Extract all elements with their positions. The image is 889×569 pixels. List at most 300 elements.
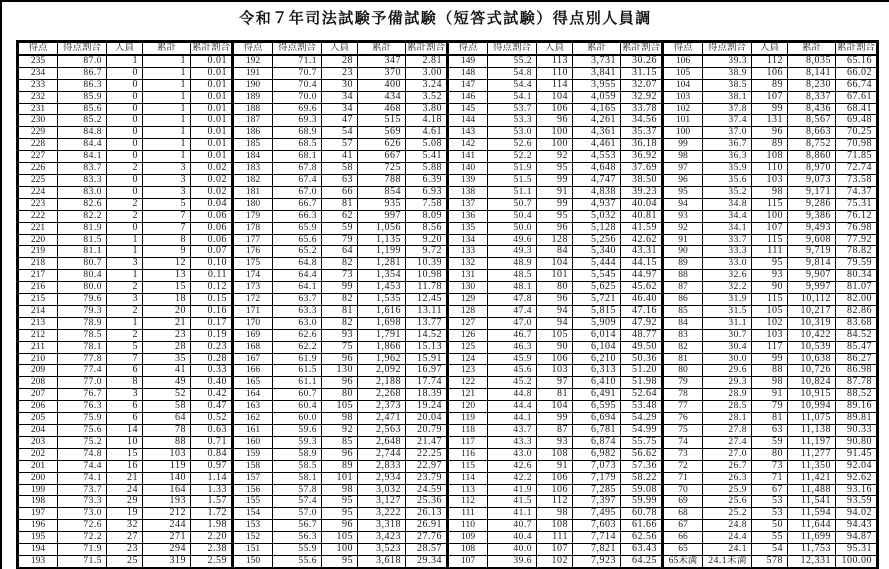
cell-cumulative: 2,268 xyxy=(358,389,406,401)
cell-cumulative: 13 xyxy=(143,270,191,282)
cell-cumulative: 9,814 xyxy=(788,258,836,270)
cell-cumulative-ratio: 15.13 xyxy=(406,341,448,353)
cell-score: 199 xyxy=(18,484,58,496)
cell-cumulative-ratio: 85.47 xyxy=(836,341,878,353)
cell-score-ratio: 64.4 xyxy=(273,270,322,282)
table-row xyxy=(18,377,878,389)
cell-cumulative-ratio: 60.78 xyxy=(621,508,663,520)
cell-count: 108 xyxy=(537,448,573,460)
cell-cumulative-ratio: 0.63 xyxy=(191,425,233,437)
cell-count: 6 xyxy=(107,365,143,377)
cell-count: 29 xyxy=(107,496,143,508)
cell-score-ratio: 85.9 xyxy=(58,91,107,103)
cell-score-ratio: 80.4 xyxy=(58,270,107,282)
cell-count: 92 xyxy=(322,425,358,437)
cell-score: 174 xyxy=(233,270,273,282)
cell-cumulative: 11,197 xyxy=(788,436,836,448)
cell-cumulative: 6,781 xyxy=(573,425,621,437)
cell-count: 2 xyxy=(107,305,143,317)
cell-score: 89 xyxy=(663,258,703,270)
cell-score-ratio: 50.7 xyxy=(488,198,537,210)
cell-score-ratio: 64.1 xyxy=(273,282,322,294)
cell-cumulative-ratio: 0.01 xyxy=(191,115,233,127)
header-cumulative: 累計 xyxy=(788,42,836,55)
cell-score: 208 xyxy=(18,377,58,389)
cell-cumulative: 18 xyxy=(143,294,191,306)
cell-count: 105 xyxy=(322,532,358,544)
cell-cumulative: 5,815 xyxy=(573,305,621,317)
cell-score-ratio: 37.4 xyxy=(703,115,752,127)
cell-score-ratio: 68.1 xyxy=(273,151,322,163)
cell-score-ratio: 56.3 xyxy=(273,532,322,544)
cell-cumulative-ratio: 81.07 xyxy=(836,282,878,294)
cell-count: 2 xyxy=(107,282,143,294)
cell-count: 81 xyxy=(752,413,788,425)
cell-score: 210 xyxy=(18,353,58,365)
cell-cumulative-ratio: 1.33 xyxy=(191,484,233,496)
cell-score: 78 xyxy=(663,389,703,401)
cell-cumulative-ratio: 1.72 xyxy=(191,508,233,520)
cell-cumulative-ratio: 15.91 xyxy=(406,353,448,365)
cell-score-ratio: 26.7 xyxy=(703,460,752,472)
cell-score-ratio: 31.5 xyxy=(703,305,752,317)
cell-cumulative-ratio: 48.77 xyxy=(621,329,663,341)
cell-count: 54 xyxy=(752,544,788,556)
cell-score: 141 xyxy=(448,151,488,163)
cell-cumulative: 4,553 xyxy=(573,151,621,163)
cell-count: 115 xyxy=(752,294,788,306)
header-cumulative-ratio: 累計割合 xyxy=(621,42,663,55)
cell-score: 111 xyxy=(448,508,488,520)
cell-cumulative-ratio: 70.98 xyxy=(836,139,878,151)
cell-cumulative-ratio: 90.80 xyxy=(836,436,878,448)
cell-score: 161 xyxy=(233,425,273,437)
cell-score: 88 xyxy=(663,270,703,282)
cell-score: 114 xyxy=(448,472,488,484)
header-cumulative-ratio: 累計割合 xyxy=(191,42,233,55)
cell-count: 93 xyxy=(322,329,358,341)
cell-score: 220 xyxy=(18,234,58,246)
cell-cumulative: 10,422 xyxy=(788,329,836,341)
cell-cumulative: 9,608 xyxy=(788,234,836,246)
cell-score: 230 xyxy=(18,115,58,127)
cell-count: 53 xyxy=(752,496,788,508)
cell-score: 126 xyxy=(448,329,488,341)
cell-cumulative-ratio: 89.16 xyxy=(836,401,878,413)
cell-score-ratio: 33.7 xyxy=(703,234,752,246)
cell-count: 113 xyxy=(537,55,573,67)
cell-score-ratio: 32.2 xyxy=(703,282,752,294)
cell-count: 14 xyxy=(107,425,143,437)
cell-score-ratio: 66.3 xyxy=(273,210,322,222)
cell-score-ratio: 25.6 xyxy=(703,496,752,508)
cell-score: 190 xyxy=(233,79,273,91)
cell-cumulative-ratio: 4.18 xyxy=(406,115,448,127)
cell-cumulative: 5,545 xyxy=(573,270,621,282)
cell-cumulative: 1 xyxy=(143,115,191,127)
cell-cumulative-ratio: 92.62 xyxy=(836,472,878,484)
cell-cumulative: 23 xyxy=(143,329,191,341)
cell-score-ratio: 47.4 xyxy=(488,305,537,317)
cell-score: 191 xyxy=(233,67,273,79)
cell-cumulative-ratio: 0.02 xyxy=(191,186,233,198)
cell-score: 150 xyxy=(233,555,273,568)
cell-count: 28 xyxy=(322,55,358,67)
cell-score-ratio: 42.2 xyxy=(488,472,537,484)
table-row xyxy=(18,484,878,496)
cell-score-ratio: 54.1 xyxy=(488,91,537,103)
cell-cumulative-ratio: 2.81 xyxy=(406,55,448,67)
cell-cumulative-ratio: 2.20 xyxy=(191,532,233,544)
cell-score-ratio: 57.4 xyxy=(273,496,322,508)
cell-cumulative-ratio: 0.23 xyxy=(191,341,233,353)
cell-score: 119 xyxy=(448,413,488,425)
cell-score-ratio: 73.3 xyxy=(58,496,107,508)
cell-score-ratio: 51.1 xyxy=(488,186,537,198)
cell-score: 98 xyxy=(663,151,703,163)
cell-score-ratio: 31.1 xyxy=(703,317,752,329)
table-row xyxy=(18,103,878,115)
cell-score: 183 xyxy=(233,163,273,175)
cell-score: 213 xyxy=(18,317,58,329)
cell-cumulative: 6,491 xyxy=(573,389,621,401)
cell-score-ratio: 72.2 xyxy=(58,532,107,544)
cell-cumulative-ratio: 36.18 xyxy=(621,139,663,151)
cell-cumulative: 9,171 xyxy=(788,186,836,198)
cell-cumulative: 11,753 xyxy=(788,544,836,556)
cell-count: 99 xyxy=(537,174,573,186)
cell-score: 192 xyxy=(233,55,273,67)
cell-count: 106 xyxy=(537,484,573,496)
cell-cumulative-ratio: 0.01 xyxy=(191,91,233,103)
cell-score-ratio: 41.5 xyxy=(488,496,537,508)
cell-score: 232 xyxy=(18,91,58,103)
cell-count: 5 xyxy=(107,341,143,353)
cell-score: 231 xyxy=(18,103,58,115)
cell-cumulative: 11,488 xyxy=(788,484,836,496)
cell-score-ratio: 39.6 xyxy=(488,555,537,568)
cell-cumulative-ratio: 92.04 xyxy=(836,460,878,472)
cell-count: 0 xyxy=(107,174,143,186)
cell-count: 3 xyxy=(107,258,143,270)
cell-cumulative: 7,821 xyxy=(573,544,621,556)
cell-score-ratio: 58.5 xyxy=(273,460,322,472)
cell-cumulative-ratio: 44.97 xyxy=(621,270,663,282)
cell-count: 103 xyxy=(537,365,573,377)
cell-count: 73 xyxy=(752,460,788,472)
cell-count: 21 xyxy=(107,472,143,484)
cell-cumulative-ratio: 66.74 xyxy=(836,79,878,91)
cell-score: 69 xyxy=(663,496,703,508)
cell-score-ratio: 59.3 xyxy=(273,436,322,448)
cell-score-ratio: 64.8 xyxy=(273,258,322,270)
cell-cumulative-ratio: 68.41 xyxy=(836,103,878,115)
cell-cumulative: 11,644 xyxy=(788,520,836,532)
cell-score-ratio: 33.0 xyxy=(703,258,752,270)
cell-cumulative: 2,934 xyxy=(358,472,406,484)
cell-cumulative-ratio: 0.17 xyxy=(191,317,233,329)
cell-score-ratio: 37.0 xyxy=(703,127,752,139)
cell-score: 198 xyxy=(18,496,58,508)
cell-cumulative-ratio: 0.06 xyxy=(191,222,233,234)
cell-score-ratio: 57.8 xyxy=(273,484,322,496)
cell-count: 103 xyxy=(752,329,788,341)
cell-score: 165 xyxy=(233,377,273,389)
cell-cumulative-ratio: 40.81 xyxy=(621,210,663,222)
cell-score-ratio: 71.5 xyxy=(58,555,107,568)
cell-cumulative-ratio: 90.33 xyxy=(836,425,878,437)
cell-score-ratio: 62.6 xyxy=(273,329,322,341)
cell-cumulative: 3,318 xyxy=(358,520,406,532)
cell-count: 104 xyxy=(537,401,573,413)
cell-score-ratio: 82.2 xyxy=(58,210,107,222)
cell-score: 164 xyxy=(233,389,273,401)
cell-count: 106 xyxy=(537,353,573,365)
cell-score: 179 xyxy=(233,210,273,222)
cell-count: 102 xyxy=(752,317,788,329)
cell-cumulative-ratio: 23.79 xyxy=(406,472,448,484)
cell-cumulative-ratio: 2.38 xyxy=(191,544,233,556)
cell-cumulative-ratio: 0.04 xyxy=(191,198,233,210)
cell-score: 178 xyxy=(233,222,273,234)
cell-score: 151 xyxy=(233,544,273,556)
table-row xyxy=(18,425,878,437)
cell-cumulative-ratio: 0.15 xyxy=(191,294,233,306)
cell-cumulative: 12 xyxy=(143,258,191,270)
cell-count: 96 xyxy=(322,448,358,460)
cell-cumulative: 2,092 xyxy=(358,365,406,377)
header-cumulative: 累計 xyxy=(143,42,191,55)
header-score: 得点 xyxy=(663,42,703,55)
cell-cumulative-ratio: 2.59 xyxy=(191,555,233,568)
cell-score: 169 xyxy=(233,329,273,341)
cell-score-ratio: 33.3 xyxy=(703,246,752,258)
cell-cumulative: 935 xyxy=(358,198,406,210)
cell-cumulative-ratio: 57.36 xyxy=(621,460,663,472)
cell-cumulative-ratio: 76.12 xyxy=(836,210,878,222)
cell-score-ratio: 61.1 xyxy=(273,377,322,389)
cell-cumulative-ratio: 0.12 xyxy=(191,282,233,294)
cell-score-ratio: 71.1 xyxy=(273,55,322,67)
cell-score: 139 xyxy=(448,174,488,186)
cell-score-ratio: 78.1 xyxy=(58,341,107,353)
cell-score: 180 xyxy=(233,198,273,210)
cell-cumulative: 1,056 xyxy=(358,222,406,234)
cell-score: 124 xyxy=(448,353,488,365)
cell-score-ratio: 57.0 xyxy=(273,508,322,520)
cell-cumulative: 8 xyxy=(143,234,191,246)
cell-cumulative: 4,747 xyxy=(573,174,621,186)
cell-count: 110 xyxy=(537,67,573,79)
cell-score: 144 xyxy=(448,115,488,127)
cell-cumulative: 370 xyxy=(358,67,406,79)
cell-cumulative: 5,444 xyxy=(573,258,621,270)
table-row xyxy=(18,270,878,282)
cell-count: 8 xyxy=(107,377,143,389)
cell-score: 200 xyxy=(18,472,58,484)
cell-cumulative-ratio: 53.48 xyxy=(621,401,663,413)
cell-cumulative-ratio: 3.00 xyxy=(406,67,448,79)
cell-count: 94 xyxy=(537,317,573,329)
cell-score: 228 xyxy=(18,139,58,151)
cell-score: 125 xyxy=(448,341,488,353)
cell-cumulative-ratio: 0.19 xyxy=(191,329,233,341)
cell-cumulative: 78 xyxy=(143,425,191,437)
cell-count: 96 xyxy=(322,520,358,532)
cell-cumulative: 6,982 xyxy=(573,448,621,460)
cell-score: 222 xyxy=(18,210,58,222)
cell-cumulative: 6,210 xyxy=(573,353,621,365)
cell-score: 75 xyxy=(663,425,703,437)
cell-score-ratio: 69.6 xyxy=(273,103,322,115)
cell-cumulative-ratio: 27.76 xyxy=(406,532,448,544)
cell-cumulative-ratio: 12.45 xyxy=(406,294,448,306)
table-body xyxy=(18,55,878,568)
cell-count: 95 xyxy=(322,496,358,508)
cell-score-ratio: 38.5 xyxy=(703,79,752,91)
cell-score: 193 xyxy=(18,555,58,568)
cell-score: 101 xyxy=(663,115,703,127)
cell-cumulative: 1 xyxy=(143,151,191,163)
cell-score: 107 xyxy=(448,555,488,568)
cell-score: 215 xyxy=(18,294,58,306)
cell-score-ratio: 66.7 xyxy=(273,198,322,210)
cell-score: 234 xyxy=(18,67,58,79)
cell-cumulative: 400 xyxy=(358,79,406,91)
cell-score: 145 xyxy=(448,103,488,115)
cell-count: 0 xyxy=(107,91,143,103)
cell-cumulative: 1 xyxy=(143,79,191,91)
cell-cumulative-ratio: 88.52 xyxy=(836,389,878,401)
cell-score: 146 xyxy=(448,91,488,103)
cell-score-ratio: 45.6 xyxy=(488,365,537,377)
cell-score-ratio: 30.7 xyxy=(703,329,752,341)
cell-score: 93 xyxy=(663,210,703,222)
cell-score-ratio: 60.0 xyxy=(273,413,322,425)
cell-score-ratio: 48.1 xyxy=(488,282,537,294)
cell-cumulative: 788 xyxy=(358,174,406,186)
cell-count: 104 xyxy=(537,258,573,270)
cell-score: 74 xyxy=(663,436,703,448)
cell-score: 162 xyxy=(233,413,273,425)
cell-cumulative: 11,541 xyxy=(788,496,836,508)
cell-score: 194 xyxy=(18,544,58,556)
cell-score-ratio: 48.9 xyxy=(488,258,537,270)
cell-score-ratio: 49.3 xyxy=(488,246,537,258)
cell-score-ratio: 47.8 xyxy=(488,294,537,306)
cell-score: 188 xyxy=(233,103,273,115)
cell-score: 156 xyxy=(233,484,273,496)
cell-cumulative-ratio: 0.16 xyxy=(191,305,233,317)
cell-cumulative-ratio: 29.34 xyxy=(406,555,448,568)
cell-score: 225 xyxy=(18,174,58,186)
cell-score-ratio: 78.9 xyxy=(58,317,107,329)
cell-cumulative-ratio: 51.20 xyxy=(621,365,663,377)
cell-cumulative: 3 xyxy=(143,163,191,175)
cell-cumulative: 515 xyxy=(358,115,406,127)
cell-count: 89 xyxy=(322,460,358,472)
cell-cumulative: 2,373 xyxy=(358,401,406,413)
cell-count: 75 xyxy=(322,341,358,353)
cell-count: 100 xyxy=(322,544,358,556)
cell-cumulative-ratio: 44.15 xyxy=(621,258,663,270)
header-count: 人員 xyxy=(107,42,143,55)
cell-cumulative-ratio: 94.87 xyxy=(836,532,878,544)
cell-cumulative: 10,824 xyxy=(788,377,836,389)
cell-cumulative-ratio: 91.45 xyxy=(836,448,878,460)
cell-score: 171 xyxy=(233,305,273,317)
cell-cumulative-ratio: 1.98 xyxy=(191,520,233,532)
cell-count: 106 xyxy=(752,67,788,79)
cell-cumulative-ratio: 40.04 xyxy=(621,198,663,210)
cell-score-ratio: 52.2 xyxy=(488,151,537,163)
cell-score: 92 xyxy=(663,222,703,234)
cell-cumulative-ratio: 33.78 xyxy=(621,103,663,115)
cell-score-ratio: 61.9 xyxy=(273,353,322,365)
cell-cumulative: 2,648 xyxy=(358,436,406,448)
cell-score: 197 xyxy=(18,508,58,520)
cell-score: 118 xyxy=(448,425,488,437)
cell-score-ratio: 27.8 xyxy=(703,425,752,437)
cell-score-ratio: 43.3 xyxy=(488,436,537,448)
cell-cumulative: 8,230 xyxy=(788,79,836,91)
table-row xyxy=(18,341,878,353)
cell-cumulative: 10,638 xyxy=(788,353,836,365)
cell-cumulative-ratio: 0.42 xyxy=(191,389,233,401)
cell-cumulative-ratio: 54.29 xyxy=(621,413,663,425)
cell-score-ratio: 63.3 xyxy=(273,305,322,317)
cell-score: 106 xyxy=(663,55,703,67)
cell-count: 131 xyxy=(752,115,788,127)
cell-score-ratio: 47.0 xyxy=(488,317,537,329)
cell-score-ratio: 52.6 xyxy=(488,139,537,151)
cell-score: 68 xyxy=(663,508,703,520)
cell-cumulative: 6,104 xyxy=(573,341,621,353)
cell-cumulative-ratio: 4.61 xyxy=(406,127,448,139)
cell-cumulative: 9,997 xyxy=(788,282,836,294)
cell-cumulative: 1 xyxy=(143,67,191,79)
cell-cumulative: 58 xyxy=(143,401,191,413)
cell-score: 105 xyxy=(663,67,703,79)
score-distribution-table xyxy=(16,40,879,569)
cell-cumulative-ratio: 10.39 xyxy=(406,258,448,270)
cell-cumulative-ratio: 75.31 xyxy=(836,198,878,210)
cell-cumulative: 5,340 xyxy=(573,246,621,258)
table-row xyxy=(18,520,878,532)
cell-score: 120 xyxy=(448,401,488,413)
cell-cumulative: 5,625 xyxy=(573,282,621,294)
cell-count: 94 xyxy=(537,305,573,317)
cell-score: 84 xyxy=(663,317,703,329)
cell-count: 97 xyxy=(537,377,573,389)
cell-cumulative: 10,319 xyxy=(788,317,836,329)
cell-score-ratio: 54.4 xyxy=(488,79,537,91)
cell-score: 128 xyxy=(448,305,488,317)
cell-cumulative-ratio: 36.92 xyxy=(621,151,663,163)
cell-cumulative: 4,461 xyxy=(573,139,621,151)
cell-score: 227 xyxy=(18,151,58,163)
cell-count: 96 xyxy=(322,353,358,365)
cell-score-ratio: 29.6 xyxy=(703,365,752,377)
cell-count: 0 xyxy=(107,79,143,91)
table-row xyxy=(18,496,878,508)
cell-score: 233 xyxy=(18,79,58,91)
cell-count: 2 xyxy=(107,163,143,175)
cell-score: 113 xyxy=(448,484,488,496)
header-score: 得点 xyxy=(233,42,273,55)
cell-cumulative: 11,699 xyxy=(788,532,836,544)
cell-count: 578 xyxy=(752,555,788,568)
